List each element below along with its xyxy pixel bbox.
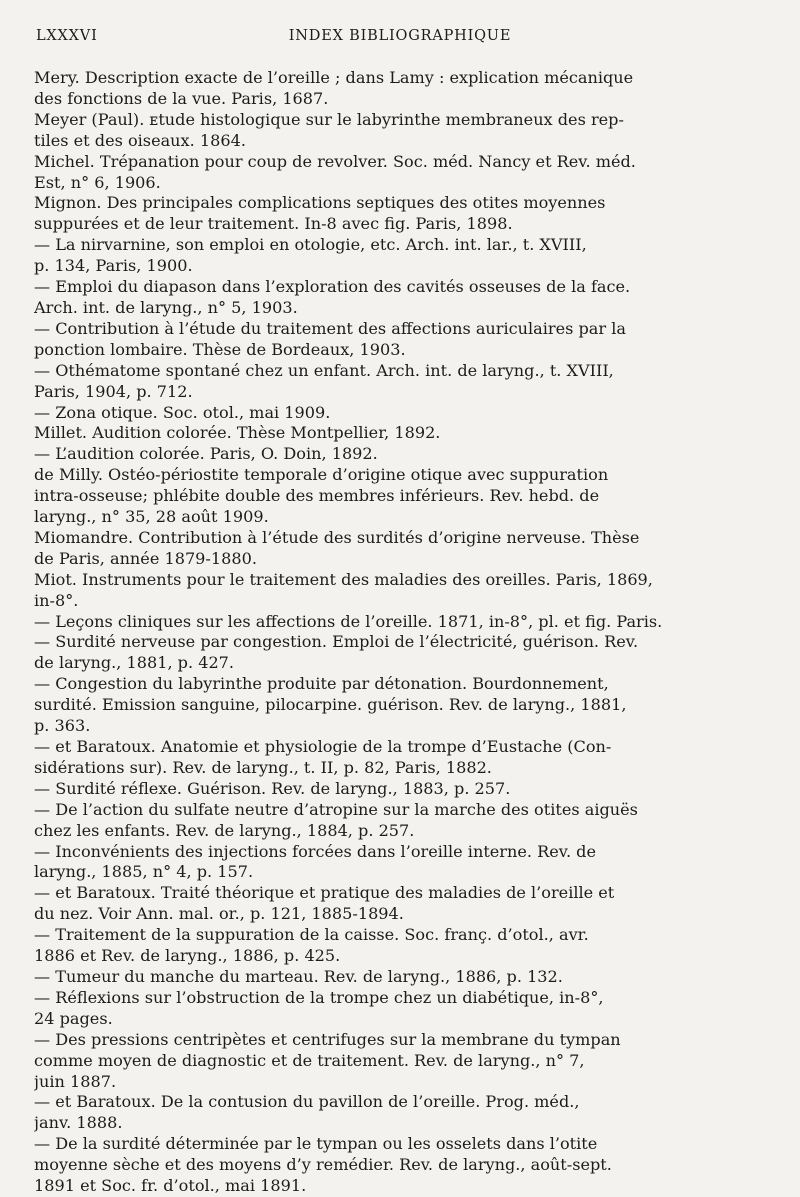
bibliography-entry	[34, 842, 764, 884]
entry-line: tiles et des oiseaux. 1864.	[34, 130, 246, 150]
entry-line: Miot. Instruments pour le traitement des maladies des oreilles. Paris, 1869,	[34, 569, 653, 589]
bibliography-entry	[34, 674, 764, 737]
bibliography-entry	[34, 925, 764, 967]
entry-line: comme moyen de diagnostic et de traitement. Rev. de laryng., n° 7,	[34, 1050, 585, 1070]
entry-line: — Inconvénients des injections forcées dans l’oreille interne. Rev. de	[34, 841, 597, 861]
entry-line: de Milly. Ostéo-périostite temporale d’origine otique avec suppuration	[34, 465, 609, 485]
entry-line: Miomandre. Contribution à l’étude des surdités d’origine nerveuse. Thèse	[34, 527, 640, 547]
bibliography-entry	[34, 277, 764, 319]
entry-line: laryng., 1885, n° 4, p. 157.	[34, 862, 254, 882]
entry-line: surdité. Emission sanguine, pilocarpine. guérison. Rev. de laryng., 1881,	[34, 695, 627, 715]
bibliography-entry	[34, 632, 764, 674]
entry-line: ponction lombaire. Thèse de Bordeaux, 1903.	[34, 339, 406, 359]
bibliography-entry	[34, 883, 764, 925]
entry-line: in-8°.	[34, 590, 79, 610]
bibliography-entry	[34, 988, 764, 1030]
entry-line: Meyer (Paul). ᴇtude histologique sur le labyrinthe membraneux des rep-	[34, 109, 624, 129]
entry-line: — Traitement de la suppuration de la caisse. Soc. franç. d’otol., avr.	[34, 925, 589, 945]
bibliography-entry	[34, 1092, 764, 1134]
entry-line: — Othématome spontané chez un enfant. Arch. int. de laryng., t. XVIII,	[34, 360, 614, 380]
entry-line: — Contribution à l’étude du traitement des affections auriculaires par la	[34, 318, 626, 338]
bibliography-entry	[34, 361, 764, 403]
entry-line: p. 363.	[34, 716, 91, 736]
bibliography-entry	[34, 319, 764, 361]
bibliography-entry	[34, 570, 764, 612]
entry-line: laryng., n° 35, 28 août 1909.	[34, 507, 269, 527]
bibliography-entry	[34, 779, 764, 800]
entry-line: — et Baratoux. Traité théorique et pratique des maladies de l’oreille et	[34, 883, 615, 903]
bibliography-list	[34, 68, 764, 1197]
entry-line: Arch. int. de laryng., n° 5, 1903.	[34, 297, 298, 317]
entry-line: de Paris, année 1879-1880.	[34, 548, 257, 568]
entry-line: 24 pages.	[34, 1008, 113, 1028]
entry-line: — Surdité réflexe. Guérison. Rev. de laryng., 1883, p. 257.	[34, 778, 511, 798]
bibliography-entry	[34, 737, 764, 779]
entry-line: des fonctions de la vue. Paris, 1687.	[34, 88, 329, 108]
entry-line: — Tumeur du manche du marteau. Rev. de laryng., 1886, p. 132.	[34, 966, 563, 986]
bibliography-entry	[34, 423, 764, 444]
entry-line: — La nirvarnine, son emploi en otologie, etc. Arch. int. lar., t. XVIII,	[34, 235, 587, 255]
bibliography-entry	[34, 967, 764, 988]
entry-line: 1886 et Rev. de laryng., 1886, p. 425.	[34, 946, 341, 966]
bibliography-entry	[34, 403, 764, 424]
entry-line: Michel. Trépanation pour coup de revolver. Soc. méd. Nancy et Rev. méd.	[34, 151, 636, 171]
entry-line: Paris, 1904, p. 712.	[34, 381, 193, 401]
bibliography-entry	[34, 612, 764, 633]
bibliography-entry	[34, 800, 764, 842]
entry-line: — De la surdité déterminée par le tympan ou les osselets dans l’otite	[34, 1134, 598, 1154]
entry-line: suppurées et de leur traitement. In-8 avec fig. Paris, 1898.	[34, 214, 513, 234]
entry-line: p. 134, Paris, 1900.	[34, 256, 193, 276]
entry-line: de laryng., 1881, p. 427.	[34, 653, 235, 673]
bibliography-entry	[34, 193, 764, 235]
entry-line: — Zona otique. Soc. otol., mai 1909.	[34, 402, 331, 422]
entry-line: 1891 et Soc. fr. d’otol., mai 1891.	[34, 1176, 307, 1196]
entry-line: juin 1887.	[34, 1071, 117, 1091]
entry-line: — Emploi du diapason dans l’exploration des cavités osseuses de la face.	[34, 277, 631, 297]
entry-line: — De l’action du sulfate neutre d’atropine sur la marche des otites aiguës	[34, 799, 638, 819]
entry-line: Mignon. Des principales complications septiques des otites moyennes	[34, 193, 606, 213]
running-head	[36, 28, 764, 52]
bibliography-entry	[34, 465, 764, 528]
entry-line: — Des pressions centripètes et centrifuges sur la membrane du tympan	[34, 1029, 621, 1049]
entry-line: — L’audition colorée. Paris, O. Doin, 1892.	[34, 444, 378, 464]
entry-line: — et Baratoux. De la contusion du pavillon de l’oreille. Prog. méd.,	[34, 1092, 580, 1112]
bibliography-entry	[34, 68, 764, 110]
entry-line: — Surdité nerveuse par congestion. Emploi de l’électricité, guérison. Rev.	[34, 632, 639, 652]
entry-line: janv. 1888.	[34, 1113, 123, 1133]
entry-line: Mery. Description exacte de l’oreille ; dans Lamy : explication mécanique	[34, 68, 634, 87]
page-number: LXXXVI	[36, 28, 98, 44]
entry-line: — Leçons cliniques sur les affections de l’oreille. 1871, in-8°, pl. et fig. Paris.	[34, 611, 663, 631]
entry-line: — Congestion du labyrinthe produite par détonation. Bourdonnement,	[34, 674, 609, 694]
entry-line: sidérations sur). Rev. de laryng., t. II, p. 82, Paris, 1882.	[34, 757, 492, 777]
entry-line: moyenne sèche et des moyens d’y remédier. Rev. de laryng., août-sept.	[34, 1155, 612, 1175]
entry-line: du nez. Voir Ann. mal. or., p. 121, 1885-1894.	[34, 904, 404, 924]
bibliography-entry	[34, 1134, 764, 1197]
bibliography-entry	[34, 235, 764, 277]
entry-line: chez les enfants. Rev. de laryng., 1884, p. 257.	[34, 820, 415, 840]
entry-line: intra-osseuse; phlébite double des membres inférieurs. Rev. hebd. de	[34, 486, 600, 506]
entry-line: — Réflexions sur l’obstruction de la trompe chez un diabétique, in-8°,	[34, 987, 604, 1007]
page-title: INDEX BIBLIOGRAPHIQUE	[288, 28, 512, 44]
bibliography-entry	[34, 110, 764, 152]
entry-line: Millet. Audition colorée. Thèse Montpellier, 1892.	[34, 423, 441, 443]
entry-line: — et Baratoux. Anatomie et physiologie de la trompe d’Eustache (Con-	[34, 737, 612, 756]
bibliography-entry	[34, 528, 764, 570]
bibliography-entry	[34, 444, 764, 465]
entry-line: Est, n° 6, 1906.	[34, 172, 161, 192]
bibliography-entry	[34, 1030, 764, 1093]
bibliography-entry	[34, 152, 764, 194]
